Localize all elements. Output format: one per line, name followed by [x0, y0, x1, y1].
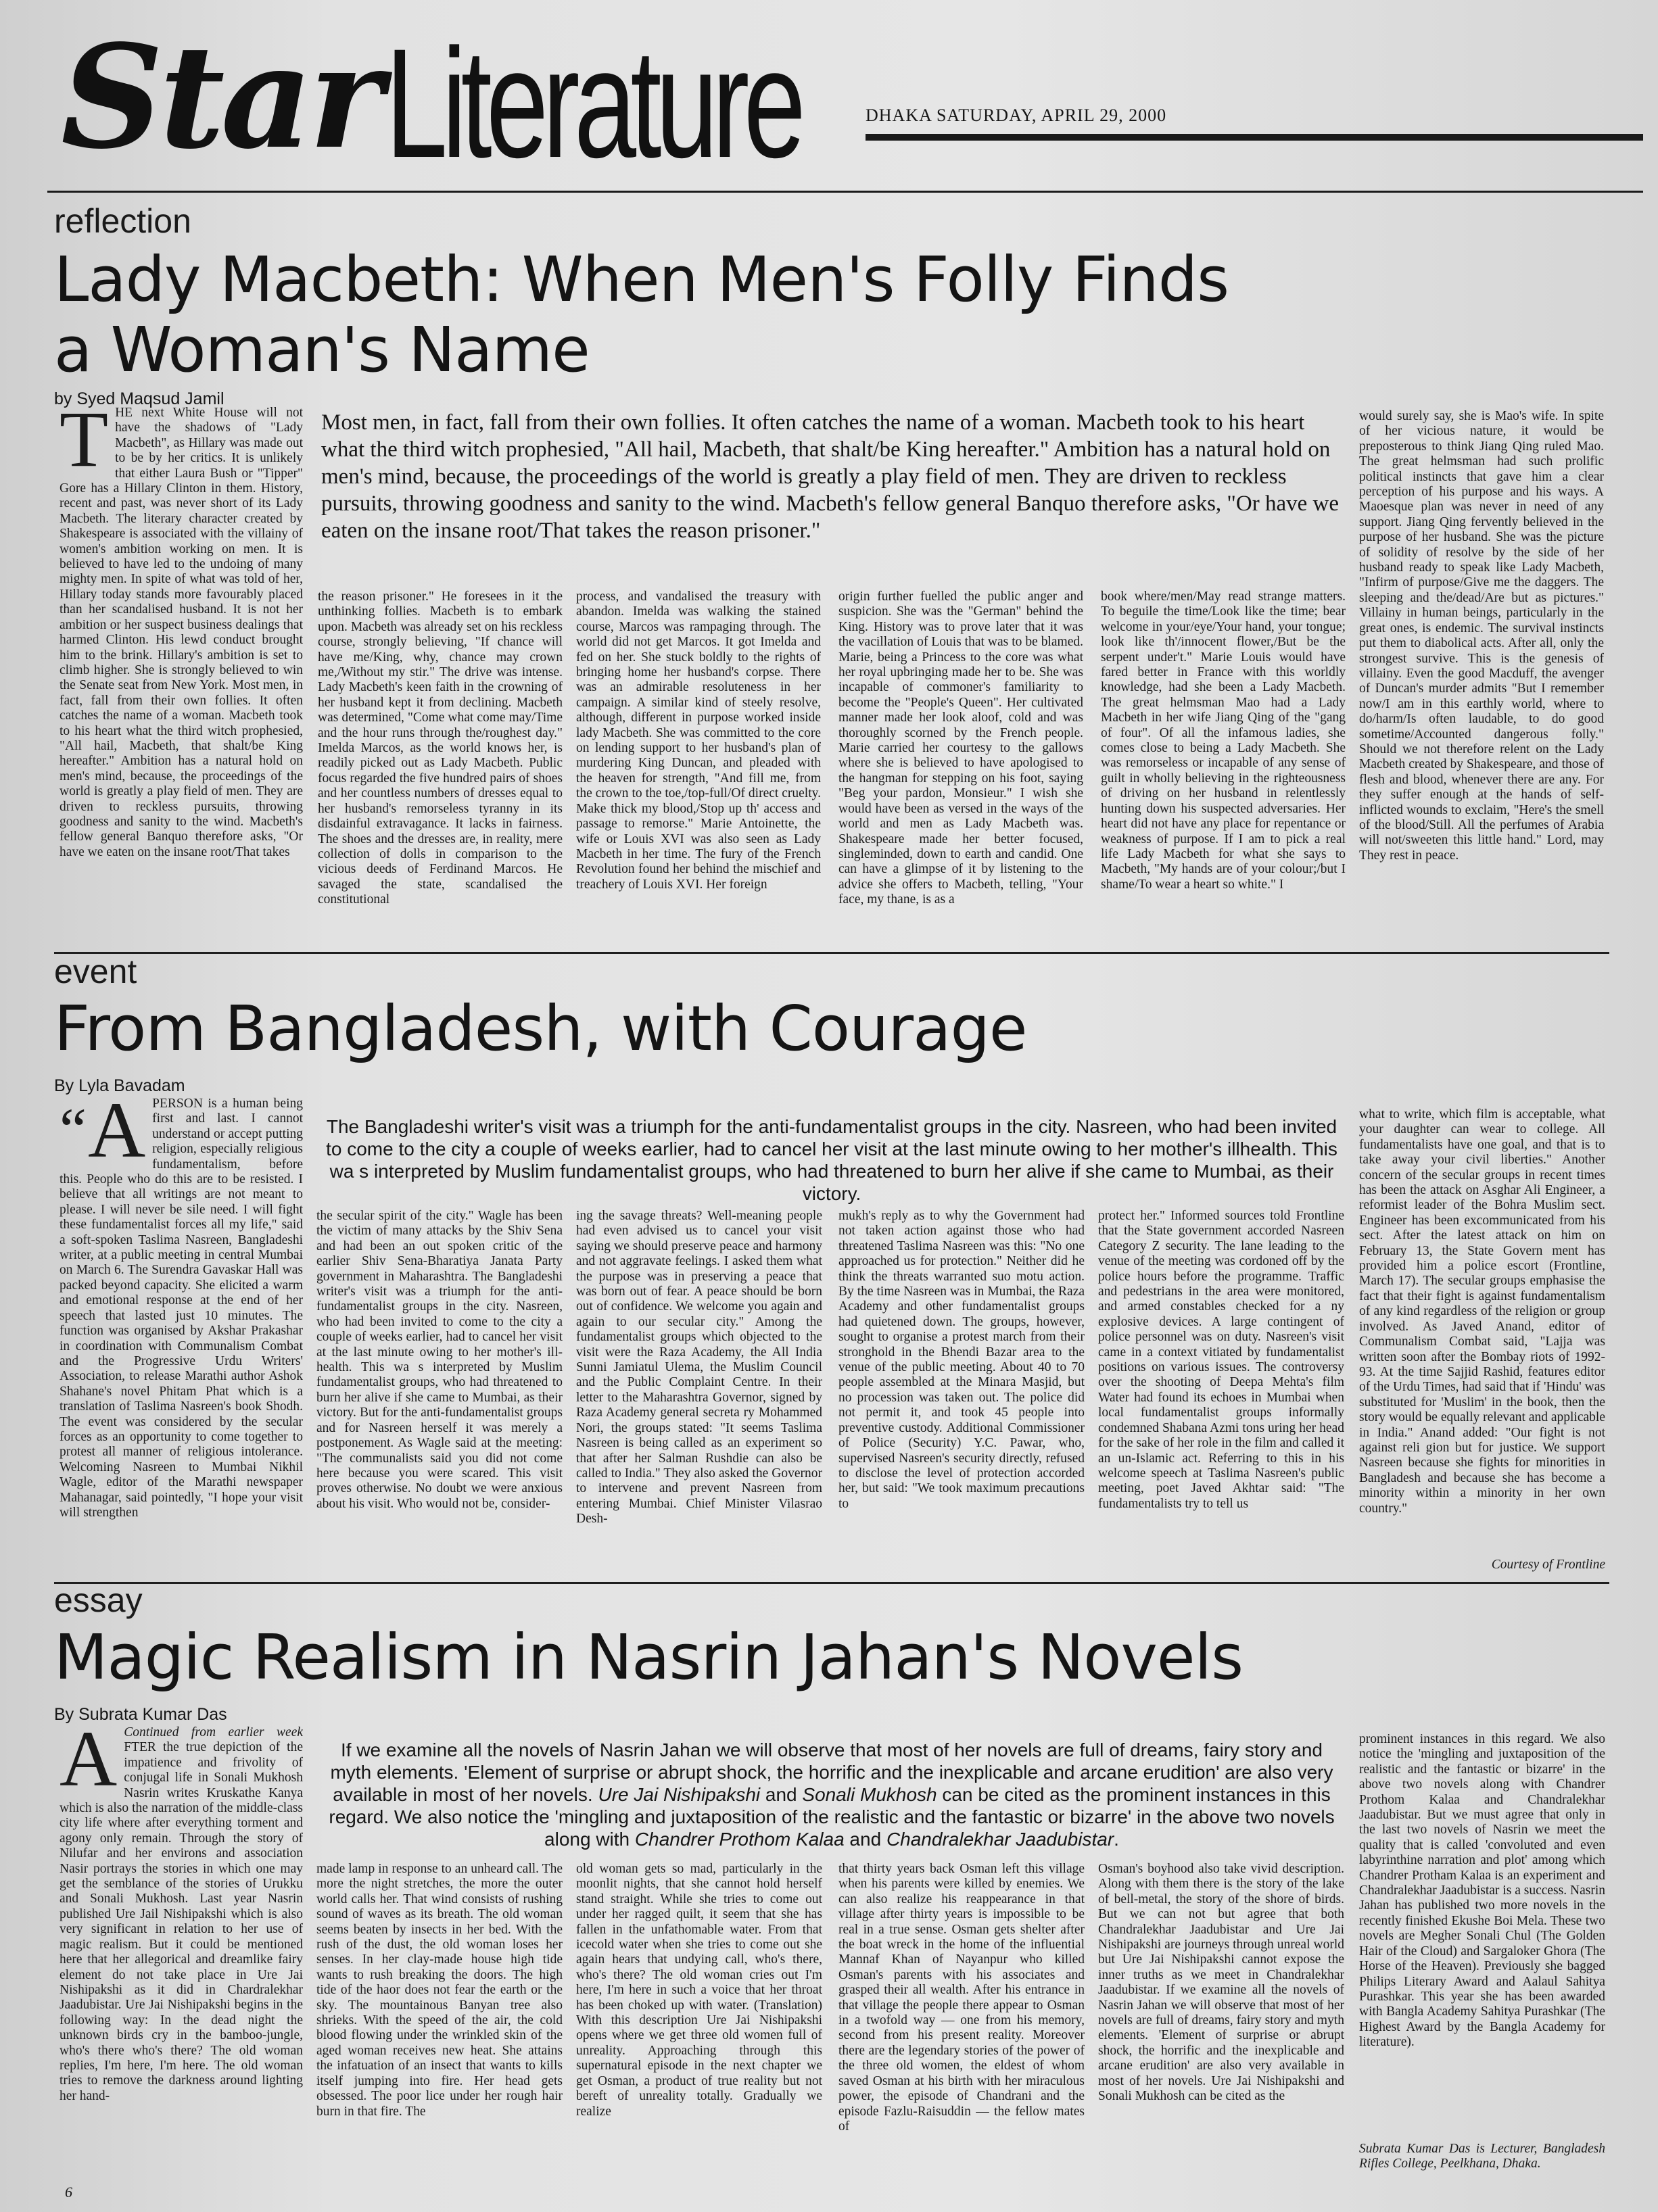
- pull-quote-text: and: [844, 1829, 886, 1850]
- pull-quote: [318, 1739, 1346, 1860]
- drop-cap: A: [60, 1725, 118, 1803]
- section-kicker: reflection: [54, 202, 191, 240]
- pull-quote-text: and: [760, 1784, 803, 1805]
- pull-quote-text: can be cited as the prominent instances in this regard. We also notice the 'mingling and juxtaposition of the realistic and the fantastic or bizarre' in the above two novels along with: [329, 1784, 1335, 1850]
- article-column: the secular spirit of the city." Wagle has been the victim of many attacks by the Shiv Sena and had been an out spoken critic of the earlier Shiv Sena-Bharatiya Janata Party government in Maharashtra. The Bangladeshi writer's visit was a triumph for the anti-fundamentalist groups in the city. Nasreen, who had been invited to come to the city a couple of weeks earlier, had to cancel her visit at the last minute owing to her mother's ill-health. This wa s interpreted by Muslim fundamentalist groups, who had threatened to burn her alive if she came to Mumbai, as their victory. But for the anti-fundamentalist groups and for Nasreen herself it was merely a postponement. As Wagle said at the meeting: "The communalists said you did not come here because you were scared. This visit proves otherwise. No doubt we were anxious about his visit. Who would not be, consider-: [316, 1209, 563, 1511]
- pull-quote-title: Ure Jai Nishipakshi: [598, 1784, 761, 1805]
- article-column: that thirty years back Osman left this village when his parents were killed by enemies. We can also realize his reappearance in that village after thirty years is impossible to be real in a true sense. Osman gets shelter after the boat wreck in the home of the influential Mannaf Khan of Nayanpur who killed Osman's parents with his associates and grasped their all wealth. After his entrance in that village the people there appear to Osman in a twofold way — one from his memory, second from his present reality. Moreover there are the legendary stories of the power of the three old women, the eldest of whom saved Osman at his birth with her miraculous power, the episode of Chandrani and the episode Fazlu-Raisuddin — the fellow mates of: [838, 1862, 1085, 2134]
- article-column: origin further fuelled the public anger and suspicion. She was the "German" behind the King. History was to prove later that it was the vacillation of Louis that was to be blamed. Marie, being a Princess to the core was what her royal upbringing made her to be. She was incapable of commoner's familiarity to become the "People's Queen". Her cultivated manner made her look aloof, cold and was thoroughly scorned by the French people. Marie carried her courtesy to the gallows where she is believed to have apologised to the hangman for stepping on his foot, saying "Beg your pardon, Monsieur." I wish she would have been as versed in the ways of the world and men as Lady Macbeth was. Shakespeare made her better focused, singleminded, down to earth and candid. One can have a glimpse of it by listening to the advice she offers to Macbeth, telling, "Your face, my thane, is as a: [838, 590, 1083, 907]
- page-number: 6: [65, 2184, 72, 2201]
- headline: From Bangladesh, with Courage: [54, 992, 1027, 1065]
- section-kicker: event: [54, 953, 137, 990]
- pull-quote-title: Chandralekhar Jaadubistar: [886, 1829, 1114, 1850]
- article-column: process, and vandalised the treasury with abandon. Imelda was walking the stained course, Marcos was rampaging through. The world did not get Marcos. It got Imelda and fed on her. She stuck boldly to the rights of bringing home her husband's corpse. There was an admirable resoluteness in her campaign. A similar kind of steely resolve, although, different in purpose worked inside lady Macbeth. She was committed to the core on lending support to her husband's plan of murdering King Duncan, and pleaded with the heaven for strength, "And fill me, from the crown to the toe,/top-full/Of direct cruelty. Make thick my blood,/Stop up th' access and passage to remorse." Marie Antoinette, the wife or Louis XVI was also seen as Lady Macbeth in her time. The fury of the French Revolution found her behind the mischief and treachery of Louis XVI. Her foreign: [576, 590, 821, 892]
- byline: By Lyla Bavadam: [54, 1076, 185, 1095]
- article-column: the reason prisoner." He foresees in it the unthinking follies. Macbeth is to embark upon. Macbeth was already set on his reckless course, strongly believing, "If chance will have me/King, why, chance may crown me,/Without my stir." The drive was intense. Lady Macbeth's keen faith in the crowning of her husband kept it from declining. Macbeth was determined, "Come what come may/Time and the hour runs through the/roughest day." Imelda Marcos, as the world knows her, is readily picked out as Lady Macbeth. Public focus regarded the five hundred pairs of shoes and her countless numbers of dresses equal to her husband's remorseless tyranny in its disdainful extravagance. It lacks in fairness. The shoes and the dresses are, in reality, mere collection of dolls in comparison to the vicious deeds of Ferdinand Marcos. He savaged the state, scandalised the constitutional: [318, 590, 563, 907]
- quote-mark: “: [60, 1097, 87, 1163]
- headline-line: Lady Macbeth: When Men's Folly Finds: [54, 243, 1229, 316]
- column-text: PERSON is a human being first and last. I cannot understand or accept putting religion, especially religious fundamentalism, before this. People who do this are to be resisted. I believe that all writings are not meant to please. I will never be sile need. I will fight these fundamentalist forces all my life," said a soft-spoken Taslima Nasreen, Bangladeshi writer, at a public meeting in central Mumbai on March 6. The Surendra Gavaskar Hall was packed beyond capacity. She elicited a warm and emotional response at the end of her speech that lasted just 10 minutes. The function was organised by Akshar Prakashar in coordination with Communalism Combat and the Progressive Urdu Writers' Association, to release Marathi author Ashok Shahane's novel Phitam Phat which is a translation of Taslima Nasreen's book Shodh. The event was considered by the secular forces as an opportunity to come together to protest all manner of religious intolerance. Welcoming Nasreen to Mumbai Nikhil Wagle, editor of the Marathi newspaper Mahanagar, said pointedly, "I hope your visit will strengthen: [60, 1097, 303, 1520]
- article-column: [60, 406, 303, 933]
- pull-quote-title: Chandrer Prothom Kalaa: [634, 1829, 845, 1850]
- section-kicker: essay: [54, 1581, 143, 1619]
- headline: [54, 245, 1609, 385]
- column-text: HE next White House will not have the shadows of "Lady Macbeth", as Hillary was made out to be by her critics. It is unlikely that either Laura Bush or "Tipper" Gore has a Hillary Clinton in them. History, recent and past, was never short of its Lady Macbeth. The literary character created by Shakespeare is associated with the villainy of women's ambition working on men. It is believed to have led to the undoing of many mighty men. In spite of what was told of her, Hillary today stands more favourably placed than her scandalised husband. It is not her ambition or her suspect business dealings that harmed Clinton. His lewd conduct brought him to the brink. Hillary's ambition is set to climb higher. She is strongly believed to win the Senate seat from New York. Most men, in fact, fall from their own follies. It often catches the name of a woman. Macbeth took to his heart what the third witch prophesied, "All hail, Macbeth, that shalt/be King hereafter." Ambition has a natural hold on men's mind, because, the proceedings of the world is greatly a play field of men. They are driven to reckless pursuits, throwing goodness and sanity to the wind. Macbeth's fellow general Banquo therefore asks, "Or have we eaten on the insane root/That takes: [60, 406, 303, 859]
- headline: Magic Realism in Nasrin Jahan's Novels: [54, 1621, 1244, 1693]
- pull-quote-title: Sonali Mukhosh: [802, 1784, 937, 1805]
- pull-quote-text: If we examine all the novels of Nasrin Jahan we will observe that most of her novels are full of dreams, fairy story and myth elements. 'Element of surprise or abrupt shock, the horrific and the inexplicable and arcane erudition' are also very available in most of her novels.: [330, 1739, 1333, 1805]
- author-note: Subrata Kumar Das is Lecturer, Bangladesh Rifles College, Peelkhana, Dhaka.: [1359, 2142, 1605, 2171]
- article-column: protect her." Informed sources told Frontline that the State government accorded Nasreen Category Z security. The lane leading to the venue of the meeting was cordoned off by the police hours before the programme. Traffic and pedestrians in the area were monitored, and armed constables checked for a ny explosive devices. A large contingent of police personnel was on duty. Nasreen's visit came in a context vitiated by fundamentalist positions on various issues. The controversy over the shooting of Deepa Mehta's film Water had found its echoes in Mumbai when local fundamentalist groups informally condemned Shabana Azmi tons uring her head for the sake of her role in the film and called it an un-Islamic act. Referring to this in his welcome speech at Taslima Nasreen's public meeting, poet Javed Akhtar said: "The fundamentalists try to tell us: [1098, 1209, 1344, 1511]
- article-column: [60, 1725, 303, 2180]
- pull-quote: The Bangladeshi writer's visit was a triumph for the anti-fundamentalist groups in the city. Nasreen, who had been invited to come to the city a couple of weeks earlier, had to cancel her visit at the last minute owing to her mother's illhealth. This wa s interpreted by Muslim fundamentalist groups, who had threatened to burn her alive if she came to Mumbai, as their victory.: [326, 1116, 1337, 1204]
- continued-note: Continued from earlier week: [124, 1725, 303, 1739]
- article-column: old woman gets so mad, particularly in the moonlit nights, that she cannot hold herself stand straight. While she tries to come out under her ragged quilt, it seem that she has fallen in the unfathomable water. From that icecold water when she tries to come out she again hears that undying call, who's there, who's there? The old woman cries out I'm here, I'm here in such a voice that her throat has been choked up with water. (Translation) With this description Ure Jai Nishipakshi opens where we get three old women full of unreality. Approaching through this supernatural episode in the next chapter we get Osman, a product of true reality but not bereft of unreality totally. Gradually we realize: [576, 1862, 822, 2119]
- article-column: Osman's boyhood also take vivid description. Along with them there is the story of the lake of bell-metal, the story of the shore of birds. But we can not but agree that both Chandralekhar Jaadubistar and Ure Jai Nishipakshi are journeys through unreal world but Ure Jai Nishipakshi cannot expose the inner truths as we meet in Chandralekhar Jaadubistar. If we examine all the novels of Nasrin Jahan we will observe that most of her novels are full of dreams, fairy story and myth elements. 'Element of surprise or abrupt shock, the horrific and the inexplicable and arcane erudition' are also very available in most of her novels. Ure Jai Nishipakshi and Sonali Mukhosh can be cited as the: [1098, 1862, 1344, 2104]
- masthead-rule: [47, 191, 1643, 193]
- pull-quote-text: .: [1114, 1829, 1119, 1850]
- masthead: [47, 14, 1643, 196]
- article-column: ing the savage threats? Well-meaning people had even advised us to cancel your visit saying we should preserve peace and harmony and not aggravate feelings. I asked them what the purpose was in preserving a peace that was born out of fear. A peace should be born out of confidence. We welcome you again and again to our secular city." Among the fundamentalist groups which objected to the visit were the Raza Academy, the All India Sunni Jamiatul Ulema, the Muslim Council and the Public Complaint Centre. In their letter to the Maharashtra Governor, signed by Raza Academy general secreta ry Mohammed Nori, the groups stated: "It seems Taslima Nasreen is being called as an experiment so that after her Salman Rushdie can also be called to India." They also asked the Governor to intervene and prevent Nasreen from entering Mumbai. Chief Minister Vilasrao Desh-: [576, 1209, 822, 1526]
- pull-quote: Most men, in fact, fall from their own follies. It often catches the name of a woman. Macbeth took to his heart what the third witch prophesied, "All hail, Macbeth, that shalt/be King hereafter." Ambition has a natural hold on men's mind, because, the proceedings of the world is greatly a play field of men. They are driven to reckless pursuits, throwing goodness and sanity to the wind. Macbeth's fellow general Banquo therefore asks, "Or have we eaten on the insane root/That takes the reason prisoner.": [321, 410, 1339, 543]
- photo-credit: Courtesy of Frontline: [1491, 1558, 1605, 1572]
- article-column: made lamp in response to an unheard call. The more the night stretches, the more the outer world calls her. That wind consists of rushing sound of waves as its breath. The old woman seems beaten by insects in her bed. With the rush of the dust, the old woman loses her senses. In her clay-made house high tide wants to rush breaking the doors. The high tide of the haor does not fear the earth or the sky. The mountainous Banyan tree also shrieks. With the speed of the air, the cold blood flowing under the wrinkled skin of the aged woman receives new heat. She attains the infatuation of an insect that wants to kills itself jumping into fire. Her head gets obsessed. The poor lice under her rough hair burn in that fire. The: [316, 1862, 563, 2119]
- article-column: what to write, which film is acceptable, what your daughter can wear to college. All fundamentalists have one goal, and that is to take away your civil liberties." Another concern of the secular groups in recent times has been the attack on Asghar Ali Engineer, a reformist leader of the Bohra Muslim sect. Engineer has been excommunicated from his sect. After the latest attack on him on February 13, the State Govern ment has provided him a police escort (Frontline, March 17). The secular groups emphasise the fact that their fight is against fundamentalism of any kind regardless of the religion or group involved. As Javed Anand, editor of Communalism Combat said, "Lajja was written soon after the Bombay riots of 1992-93. At the time Sajjid Rashid, features editor of the Urdu Times, had said that if 'Hindu' was substituted for 'Muslim' in the book, then the story would be equally relevant and applicable in India." Anand added: "Our fight is not against reli gion but for justice. We support Nasreen because she fights for minorities in Bangladesh and because she has become a minority within a minority in her own country.": [1359, 1107, 1605, 1516]
- article-event-header: [54, 952, 1609, 1096]
- star-logo: Star: [61, 14, 380, 181]
- article-column: would surely say, she is Mao's wife. In spite of her vicious nature, it would be preposterous to think Jiang Qing ruled Mao. The great helmsman had such prolific political instincts that gave him a clear perception of his purpose and his ways. A Maoesque plan was never in need of any support. Jiang Qing fervently believed in the purpose of her husband. She was the picture of solidity of resolve by the side of her husband ready to speak like Lady Macbeth, "Infirm of purpose/Give me the daggers. The sleeping and the/dead/Are but as pictures." Villainy in human beings, particularly in the great ones, is endemic. The survival instincts put them to diabolical acts. After all, only the strongest survive. This is the genesis of villainy. Even the good Macduff, the avenger of Duncan's murder admits "But I remember now/I am in this earthly world, where to do/harm/Is often laudable, to do good sometime/Accounted dangerous folly." Should we not therefore relent on the Lady Macbeth created by Shakespeare, and those of flesh and blood, whenever there are any. For they suffer enough at the hands of self-inflicted wounds to exclaim, "Here's the smell of the blood/Still. All the perfumes of Arabia will not/sweeten this little hand." Lord, may They rest in peace.: [1359, 409, 1604, 863]
- article-column: [60, 1097, 303, 1570]
- byline: By Subrata Kumar Das: [54, 1705, 227, 1724]
- article-reflection-header: [54, 201, 1609, 409]
- drop-cap: T: [60, 406, 109, 483]
- headline-line: a Woman's Name: [54, 314, 590, 386]
- article-column: book where/men/May read strange matters. To beguile the time/Look like the time; bear welcome in your/eye/Your hand, your tongue; look like th'/innocent flower,/But be the serpent under't." Marie Louis would have fared better in France with this worldly knowledge, had she been a Lady Macbeth. The great helmsman Mao had a Lady Macbeth in her wife Jiang Qing of the "gang of four". Of all the infamous ladies, she comes close to being a Lady Macbeth. She was remorseless or incapable of any sense of guilt in wholly believing in the righteousness of driving on her husband in relentlessly hunting down his suspected adversaries. Her heart did not have any place for repentance or weakness of purpose. If I am to pick a real life Lady Macbeth for what she says to Macbeth, "My hands are of your colour;/but I shame/To wear a heart so white." I: [1101, 590, 1346, 892]
- byline: by Syed Maqsud Jamil: [54, 389, 224, 408]
- dateline-rule: [866, 134, 1643, 141]
- article-essay-header: [54, 1581, 1609, 1725]
- literature-title: Literature: [385, 16, 801, 190]
- dateline: DHAKA SATURDAY, APRIL 29, 2000: [866, 105, 1167, 125]
- drop-cap: A: [87, 1097, 146, 1174]
- column-text: FTER the true depiction of the impatience and frivolity of conjugal life in Sonali Mukhosh Nasrin writes Kruskathe Kanya which is also the narration of the middle-class city life where after everything torment and agony only remain. Through the story of Nilufar and her environs and association Nasir portrays the stories in which one may get the semblance of the stories of Urukku and Sonali Mukhosh. Last year Nasrin published Ure Jail Nishipakshi which is also very significant in relation to her use of magic realism. But it could be mentioned here that her allegorical and dreamlike fairy element do not take place in Ure Jai Nishipakshi as it did in Chardralekhar Jaadubistar. Ure Jai Nishipakshi begins in the following way: In the dead night the unknown birds cry in the bamboo-jungle, who's there who's there? The old woman replies, I'm here, I'm here. The old woman tries to remove the darkness around lighting her hand-: [60, 1740, 303, 2103]
- article-column: prominent instances in this regard. We also notice the 'mingling and juxtaposition of the realistic and the fantastic or bizarre' in the above two novels along with Chandrer Prothom Kalaa and Chandralekhar Jaadubistar. But we must agree that only in the last two novels of Nasrin we meet the quality that is called 'convoluted and even labyrinthine narration and plot' among which Chandrer Protham Kalaa is an experiment and Chandralekhar Jaadubistar is a success. Nasrin Jahan has published two more novels in the recently finished Ekushe Boi Mela. These two novels are Megher Sonali Chul (The Golden Hair of the Cloud) and Sargaloker Ghora (The Horse of the Heaven). Previously she bagged Philips Literary Award and Aalaul Sahitya Purashkar. This year she has been awarded with Bangla Academy Sahitya Purashkar (The Highest Award by the Bangla Academy for literature).: [1359, 1732, 1605, 2050]
- article-column: mukh's reply as to why the Government had not taken action against those who had threatened Taslima Nasreen was this: "No one approached us for protection." Neither did he think the threats warranted suo motu action. By the time Nasreen was in Mumbai, the Raza Academy and other fundamentalist groups had quietened down. The groups, however, sought to organise a protest march from their stronghold in the Bhendi Bazar area to the venue of the public meeting. About 40 to 70 people assembled at the Minara Masjid, but no procession was taken out. The police did not permit it, and took 45 people into preventive custody. Additional Commissioner of Police (Security) Y.C. Pawar, who, supervised Nasreen's security directly, refused to disclose the level of protection accorded her, but said: "We took maximum precautions to: [838, 1209, 1085, 1511]
